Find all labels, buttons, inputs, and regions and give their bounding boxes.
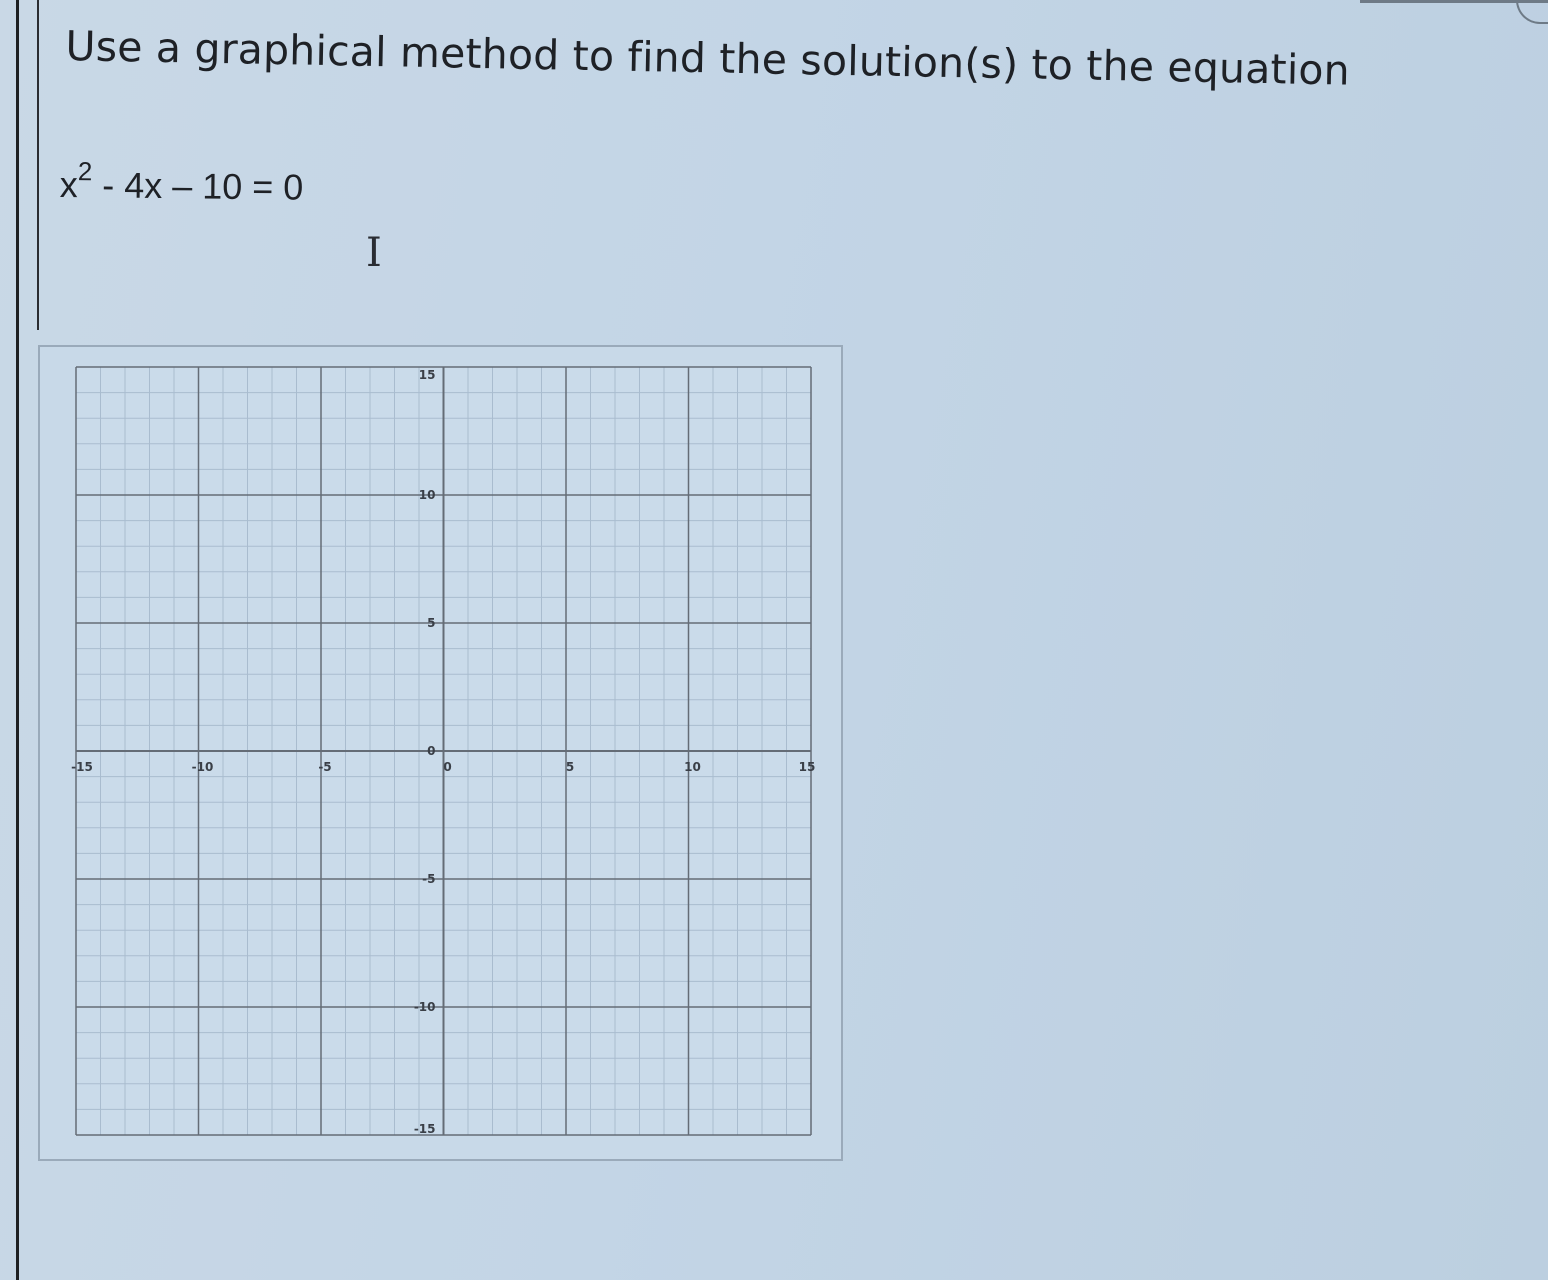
y-tick-label: 15 [418,368,436,382]
question-text: Use a graphical method to find the solution(s) to the equation [65,22,1351,95]
content-left-border [37,0,39,330]
x-tick-label: -15 [71,760,93,774]
x-tick-label: -5 [318,760,332,774]
y-tick-label: 5 [427,616,436,630]
y-tick-label: 0 [427,744,436,758]
equation-text [59,156,304,209]
y-tick-label: 10 [418,488,436,502]
equation-exponent: 2 [77,156,93,187]
grid-chart[interactable] [38,345,843,1161]
equation-base: x [59,163,78,206]
equation-rest: - 4x – 10 = 0 [91,164,304,208]
window-corner [1516,0,1548,24]
page-left-border [16,0,19,1280]
y-tick-label: -5 [422,872,436,886]
x-tick-label: 5 [565,760,575,774]
x-tick-label: 0 [443,760,452,774]
y-tick-label: -15 [413,1122,436,1136]
coordinate-grid[interactable] [38,345,843,1161]
x-tick-label: 10 [684,760,701,774]
y-tick-label: -10 [413,1000,436,1014]
text-cursor-icon: I [366,230,382,276]
x-tick-label: 15 [798,760,816,774]
x-tick-label: -10 [191,760,214,774]
